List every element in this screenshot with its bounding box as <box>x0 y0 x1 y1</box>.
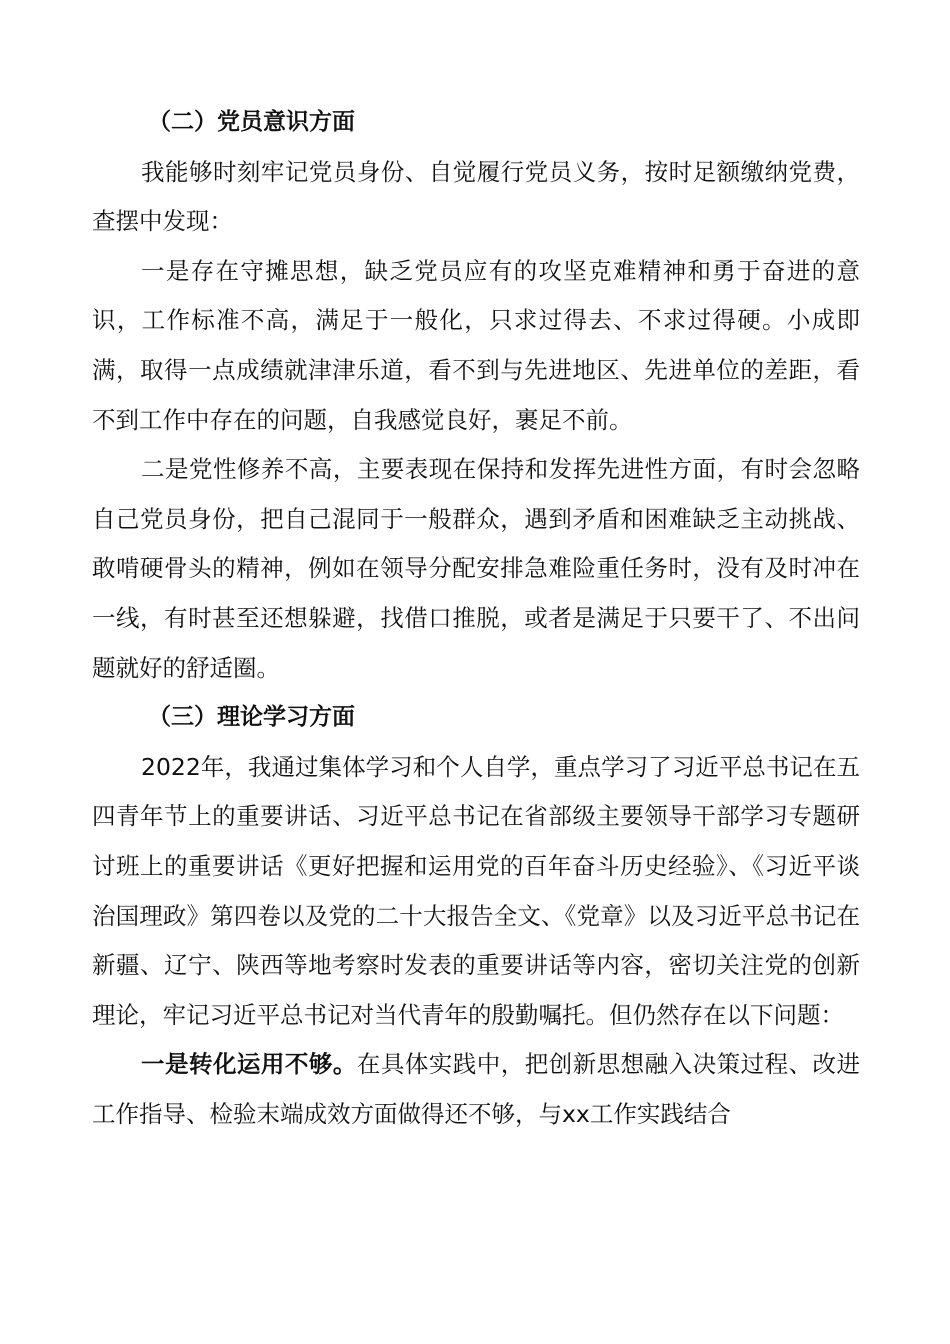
paragraph-theory-study-intro: 2022年，我通过集体学习和个人自学，重点学习了习近平总书记在五四青年节上的重要讲话、习近平总书记在省部级主要领导干部学习专题研讨班上的重要讲话《更好把握和运用党的百年奋斗历史经验》、《习近平谈治国理政》第四卷以及党的二十大报告全文、《党章》以及习近平总书记在新疆、辽宁、陕西等地考察时发表的重要讲话等内容，密切关注党的创新理论，牢记习近平总书记对当代青年的殷勤嘱托。但仍然存在以下问题： <box>92 752 860 1029</box>
document-page <box>92 98 860 1139</box>
section-heading-party-awareness: （二）党员意识方面 <box>148 109 355 135</box>
paragraph-party-awareness-intro: 我能够时刻牢记党员身份、自觉履行党员义务，按时足额缴纳党费，查摆中发现： <box>92 157 860 236</box>
paragraph-lead-bold: 一是转化运用不够。 <box>141 1050 357 1079</box>
section-heading-theory-study: （三）理论学习方面 <box>148 704 355 731</box>
paragraph-issue-two: 二是党性修养不高，主要表现在保持和发挥先进性方面，有时会忽略自己党员身份，把自己混同于一般群众，遇到矛盾和困难缺乏主动挑战、敢啃硬骨头的精神，例如在领导分配安排急难险重任务时，没有及时冲在一线，有时甚至还想躲避，找借口推脱，或者是满足于只要干了、不出问题就好的舒适圈。 <box>92 455 860 682</box>
paragraph-application-issue <box>92 1040 860 1139</box>
paragraph-issue-one: 一是存在守摊思想，缺乏党员应有的攻坚克难精神和勇于奋进的意识，工作标准不高，满足于一般化，只求过得去、不求过得硬。小成即满，取得一点成绩就津津乐道，看不到与先进地区、先进单位的差距，看不到工作中存在的问题，自我感觉良好，裹足不前。 <box>92 256 860 434</box>
paragraph-application-body: 在具体实践中，把创新思想融入决策过程、改进工作指导、检验末端成效方面做得还不够，与xx工作实践结合 <box>92 1050 861 1128</box>
